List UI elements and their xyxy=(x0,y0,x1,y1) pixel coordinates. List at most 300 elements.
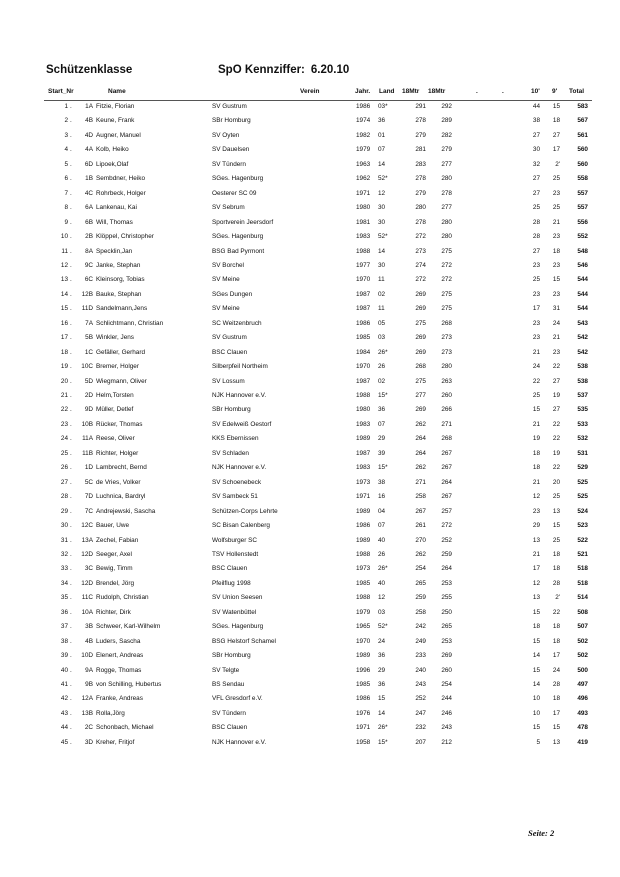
name-cell: Specklin,Jan xyxy=(96,247,133,255)
nines-cell: 27 xyxy=(552,406,560,414)
score-18m-1-cell: 268 xyxy=(415,363,426,371)
club-cell: KKS Ebernissen xyxy=(212,435,259,443)
rank-cell: 33 xyxy=(60,565,68,573)
total-cell: 532 xyxy=(577,435,588,443)
start-nr-cell: 2B xyxy=(85,233,93,241)
total-cell: 567 xyxy=(577,117,588,125)
start-nr-cell: 13A xyxy=(81,536,93,544)
rank-cell: 40 xyxy=(60,666,68,674)
year-cell: 1971 xyxy=(356,724,371,732)
score-18m-2-cell: 265 xyxy=(441,623,452,631)
name-cell: von Schilling, Hubertus xyxy=(96,681,162,688)
score-18m-1-cell: 207 xyxy=(415,738,426,746)
rank-cell: 13 xyxy=(60,276,68,284)
score-18m-2-cell: 244 xyxy=(441,695,452,703)
score-18m-1-cell: 280 xyxy=(415,204,426,212)
score-18m-2-cell: 272 xyxy=(441,522,452,530)
club-cell: SBr Homburg xyxy=(212,406,251,414)
club-cell: NJK Hannover e.V. xyxy=(212,392,267,399)
start-nr-cell: 12A xyxy=(81,695,93,703)
score-18m-1-cell: 232 xyxy=(415,724,426,732)
land-cell: 16 xyxy=(378,493,386,501)
year-cell: 1988 xyxy=(356,550,371,558)
total-cell: 514 xyxy=(577,594,588,602)
rank-dot: . xyxy=(70,204,72,212)
rank-dot: . xyxy=(70,247,72,255)
name-cell: Augner, Manuel xyxy=(96,131,141,139)
table-row xyxy=(0,680,620,694)
club-cell: SV Borchel xyxy=(212,261,244,269)
start-nr-cell: 11A xyxy=(82,435,93,443)
kennziffer xyxy=(218,64,349,76)
tens-cell: 25 xyxy=(532,276,540,284)
club-cell: BSG Helstorf Schamel xyxy=(212,637,276,645)
total-cell: 538 xyxy=(577,363,588,371)
total-cell: 502 xyxy=(577,637,588,645)
land-cell: 14 xyxy=(378,160,386,168)
name-cell: Schlichtmann, Christian xyxy=(96,319,164,327)
start-nr-cell: 11C xyxy=(81,594,93,602)
start-nr-cell: 13B xyxy=(81,709,93,717)
rank-dot: . xyxy=(70,681,72,688)
table-row xyxy=(0,131,620,145)
start-nr-cell: 1C xyxy=(84,348,93,356)
start-nr-cell: 10B xyxy=(81,420,93,428)
tens-cell: 15 xyxy=(532,724,540,732)
total-cell: 524 xyxy=(577,507,588,515)
club-cell: Schützen-Corps Lehrte xyxy=(212,507,278,515)
score-18m-2-cell: 212 xyxy=(441,738,452,746)
tens-cell: 21 xyxy=(532,478,540,486)
total-cell: 560 xyxy=(577,160,588,168)
land-cell: 15* xyxy=(378,392,388,399)
tens-cell: 28 xyxy=(532,233,540,241)
nines-cell: 21 xyxy=(552,334,560,342)
table-row xyxy=(0,492,620,506)
year-cell: 1988 xyxy=(356,594,371,602)
score-18m-2-cell: 267 xyxy=(441,464,452,472)
club-cell: TSV Hollenstedt xyxy=(212,550,259,558)
score-18m-1-cell: 269 xyxy=(415,406,426,414)
start-nr-cell: 9D xyxy=(84,406,93,414)
year-cell: 1973 xyxy=(356,478,371,486)
score-18m-1-cell: 277 xyxy=(415,392,426,399)
nines-cell: 18 xyxy=(552,695,560,703)
score-18m-2-cell: 279 xyxy=(441,146,452,154)
nines-cell: 28 xyxy=(552,579,560,587)
land-cell: 15* xyxy=(378,738,388,746)
col-name: Name xyxy=(108,88,126,95)
year-cell: 1980 xyxy=(356,406,371,414)
year-cell: 1985 xyxy=(356,681,371,688)
table-row xyxy=(0,189,620,203)
rank-cell: 20 xyxy=(60,377,68,385)
score-18m-1-cell: 269 xyxy=(415,290,426,298)
club-cell: NJK Hannover e.V. xyxy=(212,738,267,746)
rank-dot: . xyxy=(70,261,72,269)
tens-cell: 25 xyxy=(532,204,540,212)
score-18m-1-cell: 291 xyxy=(415,103,426,110)
total-cell: 538 xyxy=(577,377,588,385)
score-18m-1-cell: 240 xyxy=(415,666,426,674)
total-cell: 544 xyxy=(577,290,588,298)
land-cell: 29 xyxy=(378,435,386,443)
club-cell: SV Oyten xyxy=(212,131,240,139)
rank-dot: . xyxy=(70,363,72,371)
col-total: Total xyxy=(569,88,585,95)
rank-dot: . xyxy=(70,652,72,660)
start-nr-cell: 10D xyxy=(81,652,93,660)
land-cell: 15 xyxy=(378,695,386,703)
score-18m-2-cell: 273 xyxy=(441,348,452,356)
rank-dot: . xyxy=(70,290,72,298)
score-18m-2-cell: 289 xyxy=(441,117,452,125)
score-18m-2-cell: 280 xyxy=(441,218,452,226)
name-cell: Andrejewski, Sascha xyxy=(96,507,156,515)
score-18m-2-cell: 278 xyxy=(441,189,452,197)
name-cell: Elenert, Andreas xyxy=(96,652,144,660)
tens-cell: 28 xyxy=(532,218,540,226)
rank-dot: . xyxy=(70,493,72,501)
score-18m-1-cell: 278 xyxy=(415,117,426,125)
rank-cell: 34 xyxy=(60,579,68,587)
name-cell: de Vries, Volker xyxy=(96,478,141,486)
rank-cell: 16 xyxy=(60,319,68,327)
table-row xyxy=(0,723,620,737)
table-row xyxy=(0,608,620,622)
year-cell: 1983 xyxy=(356,233,371,241)
land-cell: 52* xyxy=(378,175,388,183)
club-cell: SV Schladen xyxy=(212,449,249,457)
tens-cell: 23 xyxy=(532,507,540,515)
rank-cell: 7 xyxy=(64,189,68,197)
score-18m-1-cell: 273 xyxy=(415,247,426,255)
start-nr-cell: 10A xyxy=(81,608,93,616)
rank-dot: . xyxy=(70,175,72,183)
table-row xyxy=(0,232,620,246)
start-nr-cell: 3D xyxy=(84,738,93,746)
club-cell: BSC Clauen xyxy=(212,348,248,356)
total-cell: 497 xyxy=(577,681,588,688)
name-cell: Gefäller, Gerhard xyxy=(96,348,146,356)
score-18m-2-cell: 264 xyxy=(441,565,452,573)
rank-dot: . xyxy=(70,189,72,197)
page-number: Seite: 2 xyxy=(528,828,555,838)
table-row xyxy=(0,362,620,376)
nines-cell: 22 xyxy=(552,435,560,443)
score-18m-1-cell: 249 xyxy=(415,637,426,645)
score-18m-2-cell: 259 xyxy=(441,550,452,558)
nines-cell: 18 xyxy=(552,637,560,645)
club-cell: BSC Clauen xyxy=(212,565,248,573)
total-cell: 557 xyxy=(577,189,588,197)
score-18m-1-cell: 258 xyxy=(415,608,426,616)
total-cell: 535 xyxy=(577,406,588,414)
start-nr-cell: 1D xyxy=(84,464,93,472)
start-nr-cell: 4D xyxy=(84,131,93,139)
name-cell: Franke, Andreas xyxy=(96,695,143,703)
land-cell: 11 xyxy=(378,276,385,284)
rank-dot: . xyxy=(70,666,72,674)
total-cell: 561 xyxy=(577,131,588,139)
tens-cell: 17 xyxy=(532,565,540,573)
tens-cell: 25 xyxy=(532,392,540,399)
nines-cell: 17 xyxy=(552,652,560,660)
col-10: 10' xyxy=(531,88,540,95)
name-cell: Kreher, Fritjof xyxy=(96,738,135,746)
club-cell: Pfeilflug 1998 xyxy=(212,579,251,587)
start-nr-cell: 12D xyxy=(81,579,93,587)
tens-cell: 21 xyxy=(532,550,540,558)
nines-cell: 23 xyxy=(552,261,560,269)
rank-cell: 36 xyxy=(60,608,68,616)
name-cell: Seeger, Axel xyxy=(96,550,132,558)
tens-cell: 27 xyxy=(532,131,540,139)
nines-cell: 18 xyxy=(552,247,560,255)
rank-cell: 38 xyxy=(60,637,68,645)
score-18m-2-cell: 246 xyxy=(441,709,452,717)
total-cell: 552 xyxy=(577,233,588,241)
club-cell: Silberpfeil Northeim xyxy=(212,363,268,371)
score-18m-1-cell: 252 xyxy=(415,695,426,703)
name-cell: Bauke, Stephan xyxy=(96,290,142,298)
club-cell: BS Sendau xyxy=(212,681,245,688)
total-cell: 478 xyxy=(577,724,588,732)
total-cell: 523 xyxy=(577,522,588,530)
name-cell: Luders, Sascha xyxy=(96,637,141,645)
land-cell: 03 xyxy=(378,608,386,616)
total-cell: 529 xyxy=(577,464,588,472)
club-cell: SV Sambeck 51 xyxy=(212,493,258,501)
start-nr-cell: 6C xyxy=(84,276,93,284)
score-18m-1-cell: 262 xyxy=(415,550,426,558)
total-cell: 502 xyxy=(577,652,588,660)
score-18m-1-cell: 264 xyxy=(415,449,426,457)
start-nr-cell: 12C xyxy=(81,522,93,530)
year-cell: 1976 xyxy=(356,709,371,717)
table-row xyxy=(0,377,620,391)
table-row xyxy=(0,174,620,188)
total-cell: 558 xyxy=(577,175,588,183)
score-18m-1-cell: 275 xyxy=(415,377,426,385)
rank-cell: 3 xyxy=(64,131,68,139)
rank-cell: 27 xyxy=(60,478,68,486)
total-cell: 556 xyxy=(577,218,588,226)
year-cell: 1980 xyxy=(356,204,371,212)
score-18m-1-cell: 279 xyxy=(415,189,426,197)
club-cell: SV Telgte xyxy=(212,666,240,674)
score-18m-2-cell: 263 xyxy=(441,377,452,385)
score-18m-1-cell: 272 xyxy=(415,233,426,241)
tens-cell: 15 xyxy=(532,406,540,414)
tens-cell: 29 xyxy=(532,522,540,530)
score-18m-2-cell: 269 xyxy=(441,652,452,660)
name-cell: Richter, Holger xyxy=(96,449,139,457)
score-18m-1-cell: 243 xyxy=(415,681,426,688)
tens-cell: 12 xyxy=(532,579,540,587)
score-18m-2-cell: 243 xyxy=(441,724,452,732)
rank-dot: . xyxy=(70,131,72,139)
rank-dot: . xyxy=(70,724,72,732)
club-cell: SV Meine xyxy=(212,305,240,313)
name-cell: Sandelmann,Jens xyxy=(96,305,148,313)
total-cell: 543 xyxy=(577,319,588,327)
score-18m-1-cell: 242 xyxy=(415,623,426,631)
score-18m-1-cell: 262 xyxy=(415,464,426,472)
score-18m-1-cell: 254 xyxy=(415,565,426,573)
score-18m-2-cell: 260 xyxy=(441,666,452,674)
tens-cell: 10 xyxy=(532,709,540,717)
nines-cell: 22 xyxy=(552,363,560,371)
score-18m-1-cell: 259 xyxy=(415,594,426,602)
tens-cell: 15 xyxy=(532,637,540,645)
nines-cell: 24 xyxy=(552,319,560,327)
tens-cell: 23 xyxy=(532,319,540,327)
rank-dot: . xyxy=(70,334,72,342)
land-cell: 12 xyxy=(378,594,386,602)
land-cell: 36 xyxy=(378,117,386,125)
nines-cell: 15 xyxy=(552,276,560,284)
nines-cell: 18 xyxy=(552,117,560,125)
rank-dot: . xyxy=(70,218,72,226)
total-cell: 546 xyxy=(577,261,588,269)
score-18m-2-cell: 275 xyxy=(441,290,452,298)
rank-cell: 28 xyxy=(60,493,68,501)
start-nr-cell: 2D xyxy=(84,392,93,399)
rank-dot: . xyxy=(70,536,72,544)
land-cell: 30 xyxy=(378,261,386,269)
start-nr-cell: 6A xyxy=(85,204,93,212)
year-cell: 1977 xyxy=(356,261,371,269)
table-row xyxy=(0,449,620,463)
total-cell: 525 xyxy=(577,493,588,501)
col-dot-2: . xyxy=(502,88,504,95)
total-cell: 518 xyxy=(577,565,588,573)
year-cell: 1986 xyxy=(356,522,371,530)
table-row xyxy=(0,247,620,261)
tens-cell: 18 xyxy=(532,464,540,472)
tens-cell: 15 xyxy=(532,608,540,616)
col-9: 9' xyxy=(552,88,558,95)
total-cell: 525 xyxy=(577,478,588,486)
year-cell: 1979 xyxy=(356,608,371,616)
total-cell: 533 xyxy=(577,420,588,428)
nines-cell: 22 xyxy=(552,420,560,428)
rank-cell: 26 xyxy=(60,464,68,472)
name-cell: Schweer, Karl-Wilhelm xyxy=(96,623,161,631)
start-nr-cell: 2C xyxy=(84,724,93,732)
nines-cell: 13 xyxy=(552,738,560,746)
club-cell: BSG Bad Pyrmont xyxy=(212,247,265,255)
tens-cell: 27 xyxy=(532,175,540,183)
total-cell: 537 xyxy=(577,392,588,399)
total-cell: 507 xyxy=(577,623,588,631)
nines-cell: 28 xyxy=(552,681,560,688)
land-cell: 52* xyxy=(378,233,388,241)
name-cell: Winkler, Jens xyxy=(96,334,135,342)
tens-cell: 21 xyxy=(532,420,540,428)
year-cell: 1984 xyxy=(356,348,371,356)
tens-cell: 38 xyxy=(532,117,540,125)
land-cell: 39 xyxy=(378,449,386,457)
name-cell: Brendel, Jörg xyxy=(96,579,135,587)
rank-dot: . xyxy=(70,435,72,443)
land-cell: 40 xyxy=(378,536,386,544)
tens-cell: 27 xyxy=(532,247,540,255)
club-cell: SC Weitzenbruch xyxy=(212,319,262,327)
start-nr-cell: 4B xyxy=(85,117,93,125)
table-row xyxy=(0,218,620,232)
land-cell: 30 xyxy=(378,218,386,226)
table-row xyxy=(0,434,620,448)
tens-cell: 24 xyxy=(532,363,540,371)
header-divider xyxy=(44,100,592,101)
name-cell: Müller, Detlef xyxy=(96,406,134,414)
land-cell: 11 xyxy=(378,305,385,313)
table-row xyxy=(0,203,620,217)
name-cell: Keune, Frank xyxy=(96,117,135,125)
rank-dot: . xyxy=(70,579,72,587)
rank-cell: 39 xyxy=(60,652,68,660)
rank-dot: . xyxy=(70,406,72,414)
score-18m-2-cell: 282 xyxy=(441,131,452,139)
rank-dot: . xyxy=(70,377,72,385)
land-cell: 07 xyxy=(378,420,386,428)
start-nr-cell: 3C xyxy=(84,565,93,573)
rank-dot: . xyxy=(70,103,72,110)
start-nr-cell: 4A xyxy=(85,146,93,154)
name-cell: Zechel, Fabian xyxy=(96,536,139,544)
year-cell: 1988 xyxy=(356,247,371,255)
name-cell: Rohrbeck, Holger xyxy=(96,189,146,197)
start-nr-cell: 9C xyxy=(84,261,93,269)
club-cell: SV Gustrum xyxy=(212,334,247,342)
start-nr-cell: 7A xyxy=(85,319,93,327)
tens-cell: 13 xyxy=(532,536,540,544)
club-cell: SV Dauelsen xyxy=(212,146,250,154)
table-row xyxy=(0,536,620,550)
score-18m-2-cell: 275 xyxy=(441,305,452,313)
start-nr-cell: 6B xyxy=(85,218,93,226)
year-cell: 1974 xyxy=(356,117,371,125)
score-18m-2-cell: 268 xyxy=(441,319,452,327)
year-cell: 1985 xyxy=(356,579,371,587)
tens-cell: 10 xyxy=(532,695,540,703)
table-row xyxy=(0,507,620,521)
score-18m-1-cell: 281 xyxy=(415,146,426,154)
table-row xyxy=(0,275,620,289)
year-cell: 1979 xyxy=(356,146,371,154)
name-cell: Wiegmann, Oliver xyxy=(96,377,147,385)
nines-cell: 17 xyxy=(552,709,560,717)
rank-cell: 2 xyxy=(64,117,68,125)
start-nr-cell: 9B xyxy=(85,681,93,688)
club-cell: SV Watenbüttel xyxy=(212,608,257,616)
nines-cell: 22 xyxy=(552,464,560,472)
nines-cell: 15 xyxy=(552,724,560,732)
name-cell: Rolla,Jörg xyxy=(96,709,125,717)
score-18m-1-cell: 279 xyxy=(415,131,426,139)
land-cell: 38 xyxy=(378,478,386,486)
year-cell: 1985 xyxy=(356,334,371,342)
rank-cell: 31 xyxy=(60,536,68,544)
land-cell: 26 xyxy=(378,550,386,558)
year-cell: 1989 xyxy=(356,652,371,660)
total-cell: 531 xyxy=(577,449,588,457)
year-cell: 1987 xyxy=(356,290,371,298)
start-nr-cell: 5B xyxy=(85,334,93,342)
year-cell: 1987 xyxy=(356,449,371,457)
